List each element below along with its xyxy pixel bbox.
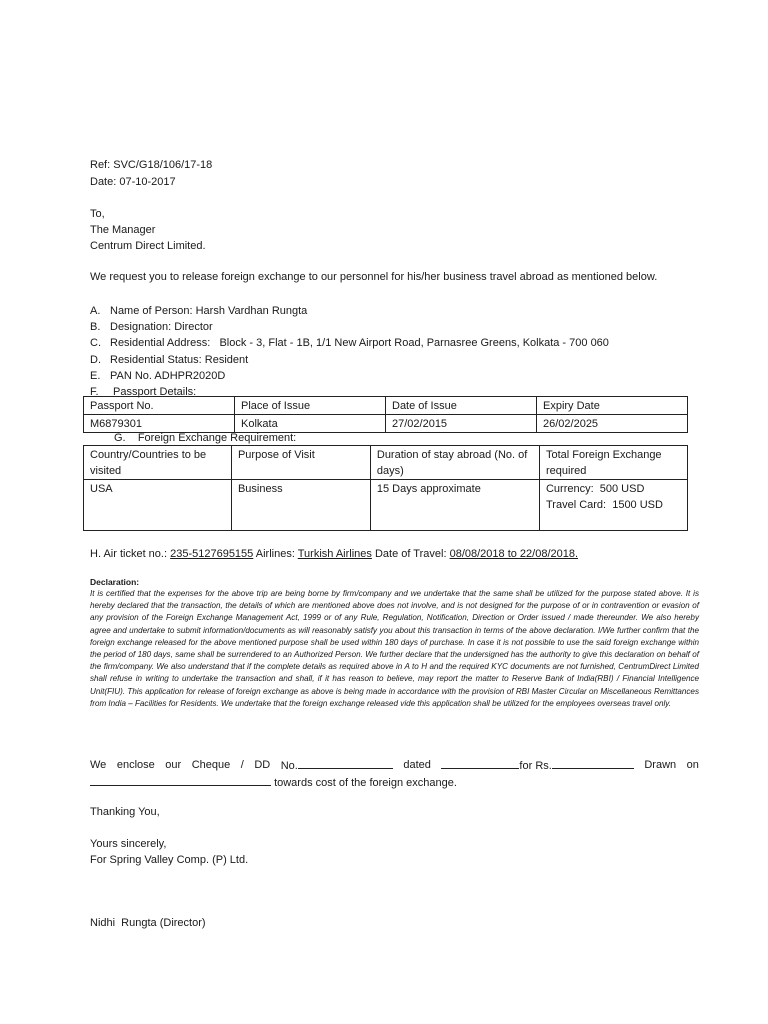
airlines-label: Airlines: [255, 548, 295, 560]
detail-letter: B. [90, 321, 101, 334]
company-signoff: For Spring Valley Comp. (P) Ltd. [90, 854, 249, 866]
payment-word: / [240, 759, 244, 771]
date-blank [441, 757, 519, 769]
detail-text: PAN No. ADHPR2020D [110, 369, 226, 382]
table-cell: M6879301 [84, 415, 235, 433]
table-header-cell: Passport No. [84, 397, 235, 415]
fx-requirement-table [83, 445, 688, 531]
air-ticket-label: H. Air ticket no.: [90, 548, 168, 560]
detail-item [90, 335, 609, 351]
payment-line [90, 757, 699, 774]
table-cell: 15 Days approximate [370, 480, 539, 531]
detail-letter: E. [90, 369, 101, 382]
thanking-you: Thanking You, [90, 806, 160, 818]
payment-word: We [90, 759, 107, 771]
payment-word: dated [403, 759, 431, 771]
payment-line [90, 774, 699, 791]
letter-date: Date: 07-10-2017 [90, 176, 176, 188]
detail-item [90, 352, 609, 368]
table-header-cell: Place of Issue [235, 397, 386, 415]
detail-item [90, 319, 609, 335]
travel-date-label: Date of Travel: [374, 548, 447, 560]
table-cell: 26/02/2025 [537, 415, 688, 433]
table-header-cell: Duration of stay abroad (No. of days) [370, 446, 539, 480]
table-header-cell: Country/Countries to be visited [84, 446, 232, 480]
air-ticket-number: 235-5127695155 [170, 548, 254, 560]
detail-text: Designation: Director [110, 321, 213, 334]
fx-requirement-label: G. Foreign Exchange Requirement: [114, 432, 297, 444]
airline-name: Turkish Airlines [297, 548, 372, 560]
detail-letter: D. [90, 353, 101, 366]
addressee-title: The Manager [90, 224, 156, 236]
reference-number: Ref: SVC/G18/106/17-18 [90, 159, 213, 171]
table-header-row [84, 446, 688, 480]
payment-word: Cheque [191, 759, 231, 771]
payment-word: on [686, 759, 699, 771]
bank-name-blank [90, 774, 271, 786]
table-header-cell: Date of Issue [386, 397, 537, 415]
addressee-to: To, [90, 208, 105, 220]
detail-text: Residential Status: Resident [110, 353, 249, 366]
detail-item [90, 368, 609, 384]
declaration-text: It is certified that the expenses for the above trip are being borne by firm/company and we undertake that the same shall be utilized for the purpose stated above. It is hereby declared that the transaction, the details of which are mentioned above does not involve, and is not designed for the purpose of or in contravention or evasion of any provision of the Foreign Exchange Management Act, 1999 or of any Rule, Regulation, Notification, Direction or Order issued / made thereunder. We also hereby agree and undertake to submit information/documents as will reasonably satisfy you about this transaction in terms of the above declaration. I/We further confirm that the foreign exchange released for the above mentioned purpose shall be used within 180 days of purchase. In case it is not possible to use the said foreign exchange within the period of 180 days, same shall be surrendered to an Authorized Person. We further declare that the undersigned has the authority to give this declaration on behalf of the firm/company. We also understand that if the complete details as required above in A to H and the required KYC documents are not furnished, CentrumDirect Limited shall refuse in writing to undertake the transaction and shall, if it has reason to believe, may report the matter to Reserve Bank of India(RBI) / Financial Intelligence Unit(FIU). This application for release of foreign exchange as above is being made in accordance with the provision of RBI Master Circular on Miscellaneous Remittances from India – Facilities for Residents. We undertake that the foreign exchange released vide this application shall be utilized for the employees overseas travel only. [90, 589, 699, 708]
travel-dates: 08/08/2018 to 22/08/2018. [449, 548, 579, 560]
detail-text: Residential Address: Block - 3, Flat - 1B, 1/1 New Airport Road, Parnasree Greens, Kolkata - 700 060 [110, 337, 609, 350]
detail-letter: F. [90, 386, 99, 399]
declaration-title: Declaration: [90, 577, 140, 587]
passport-table [83, 396, 688, 433]
payment-word: No. [280, 760, 298, 772]
table-cell [539, 480, 687, 531]
detail-letter: C. [90, 337, 101, 350]
currency-amount: Currency: 500 USD [545, 483, 645, 495]
details-list [90, 303, 609, 400]
payment-word: enclose [116, 759, 155, 771]
payment-word: for Rs. [519, 760, 552, 772]
amount-blank [552, 757, 634, 769]
payment-word: our [165, 759, 182, 771]
table-header-row [84, 397, 688, 415]
detail-text: Passport Details: [110, 386, 197, 399]
signatory-name: Nidhi Rungta (Director) [90, 917, 206, 929]
detail-letter: A. [90, 305, 101, 317]
table-cell: USA [84, 480, 232, 531]
table-header-cell: Expiry Date [537, 397, 688, 415]
addressee-company: Centrum Direct Limited. [90, 240, 206, 252]
table-cell: Kolkata [235, 415, 386, 433]
table-header-cell: Purpose of Visit [231, 446, 370, 480]
cheque-number-blank [298, 757, 393, 769]
payment-paragraph [90, 757, 699, 791]
intro-paragraph: We request you to release foreign exchange to our personnel for his/her business travel abroad as mentioned below. [90, 271, 658, 283]
payment-word: Drawn [644, 759, 677, 771]
air-ticket-line [90, 546, 578, 562]
payment-tail: towards cost of the foreign exchange. [274, 777, 457, 789]
detail-text: Name of Person: Harsh Vardhan Rungta [110, 305, 308, 317]
table-header-cell: Total Foreign Exchange required [539, 446, 687, 480]
yours-sincerely: Yours sincerely, [90, 838, 167, 850]
table-cell: Business [231, 480, 370, 531]
table-row [84, 480, 688, 531]
travel-card-amount: Travel Card: 1500 USD [545, 499, 663, 511]
payment-word: DD [254, 759, 271, 771]
table-cell: 27/02/2015 [386, 415, 537, 433]
detail-item [90, 303, 609, 319]
